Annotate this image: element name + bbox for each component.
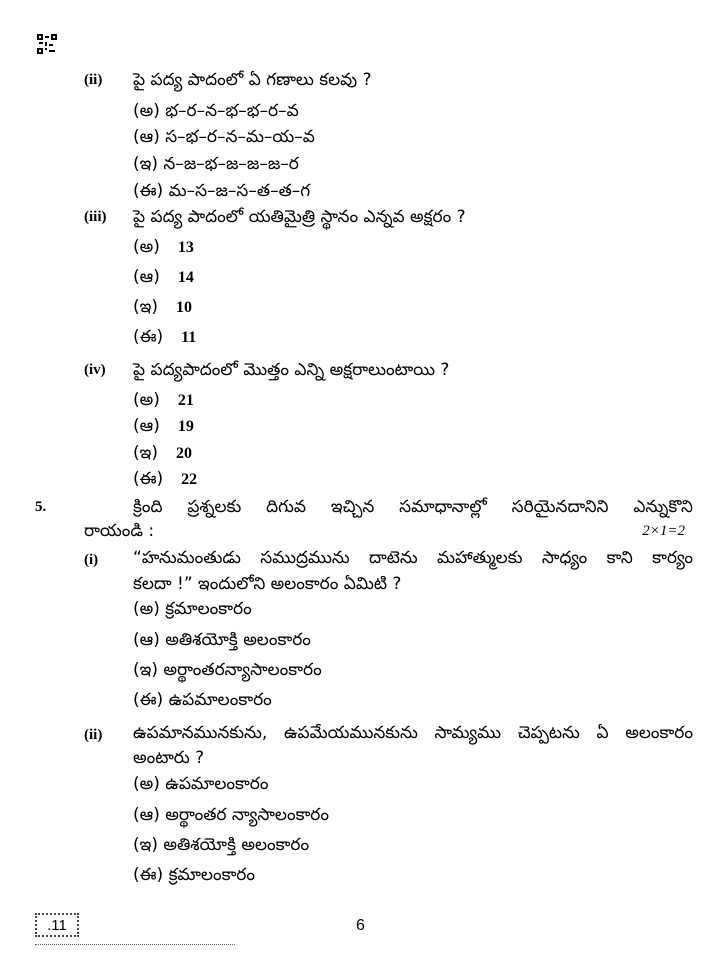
q5-i-question-line1: “హనుమంతుడు సముద్రమును దాటెను మహాత్ములకు సాధ్యం కాని కార్యం [133,548,693,568]
q5-instruction-line1: క్రింది ప్రశ్నలకు దిగువ ఇచ్చిన సమాధానాల్లో సరియైనదానిని ఎన్నుకొని [133,497,693,517]
q4-iv-option-a: (అ) 21 [133,390,194,410]
q5-ii-option-c: (ఇ) అతిశయోక్తి అలంకారం [133,835,310,855]
q4-iv-option-b: (ఆ) 19 [133,416,194,436]
q5-number: 5. [35,499,47,515]
q4-ii-question: పై పద్య పాదంలో ఏ గణాలు కలవు ? [133,70,372,90]
q5-i-option-d: (ఈ) ఉపమాలంకారం [133,690,272,710]
q4-iii-question: పై పద్య పాదంలో యతిమైత్రి స్థానం ఎన్నవ అక్షరం ? [133,207,466,227]
q4-iii-option-c: (ఇ) 10 [133,297,192,317]
q4-iii-option-b: (ఆ) 14 [133,267,194,287]
q4-ii-option-a: (అ) భ–ర–న–భ–భ–ర–వ [133,101,299,121]
q4-ii-option-d: (ఈ) మ–స–జ–స–త–త–గ [133,181,311,201]
page-number: 6 [356,917,365,934]
q4-ii-option-c: (ఇ) న–జ–భ–జ–జ–జ–ర [133,154,299,174]
q5-ii-question-line1: ఉపమానమునకును, ఉపమేయమునకును సామ్యము చెప్పటను ఏ అలంకారం [133,723,693,743]
q5-marks: 2×1=2 [642,523,685,539]
q4-iii-option-a: (అ) 13 [133,237,194,257]
q5-ii-option-a: (అ) ఉపమాలంకారం [133,774,269,794]
qr-code-icon [37,34,57,54]
footer-divider [35,944,235,945]
q5-i-option-a: (అ) క్రమాలంకారం [133,599,252,619]
q5-ii-question-line2: అంటారు ? [133,748,205,768]
q4-iv-option-d: (ఈ) 22 [133,469,198,489]
q4-iv-option-c: (ఇ) 20 [133,443,192,463]
q4-ii-number: (ii) [84,72,103,88]
q5-i-question-line2: కలదా !” ఇందులోని అలంకారం ఏమిటి ? [133,574,402,594]
q5-ii-number: (ii) [84,727,103,743]
q5-ii-option-b: (ఆ) అర్థాంతర న్యాసాలంకారం [133,805,330,825]
q5-i-option-b: (ఆ) అతిశయోక్తి అలంకారం [133,630,311,650]
q4-iv-number: (iv) [84,362,106,378]
q5-i-number: (i) [84,552,99,568]
q4-iii-number: (iii) [84,209,107,225]
q4-iii-option-d: (ఈ) 11 [133,327,197,347]
q4-ii-option-b: (ఆ) స–భ–ర–న–మ–య–వ [133,127,315,147]
q5-instruction-line2: రాయండి : [84,521,155,541]
q5-i-option-c: (ఇ) అర్థాంతరన్యాసాలంకారం [133,660,322,680]
q4-iv-question: పై పద్యపాదంలో మొత్తం ఎన్ని అక్షరాలుంటాయి ? [133,360,450,380]
paper-code-box: .11 [35,913,79,937]
q5-ii-option-d: (ఈ) క్రమాలంకారం [133,865,256,885]
